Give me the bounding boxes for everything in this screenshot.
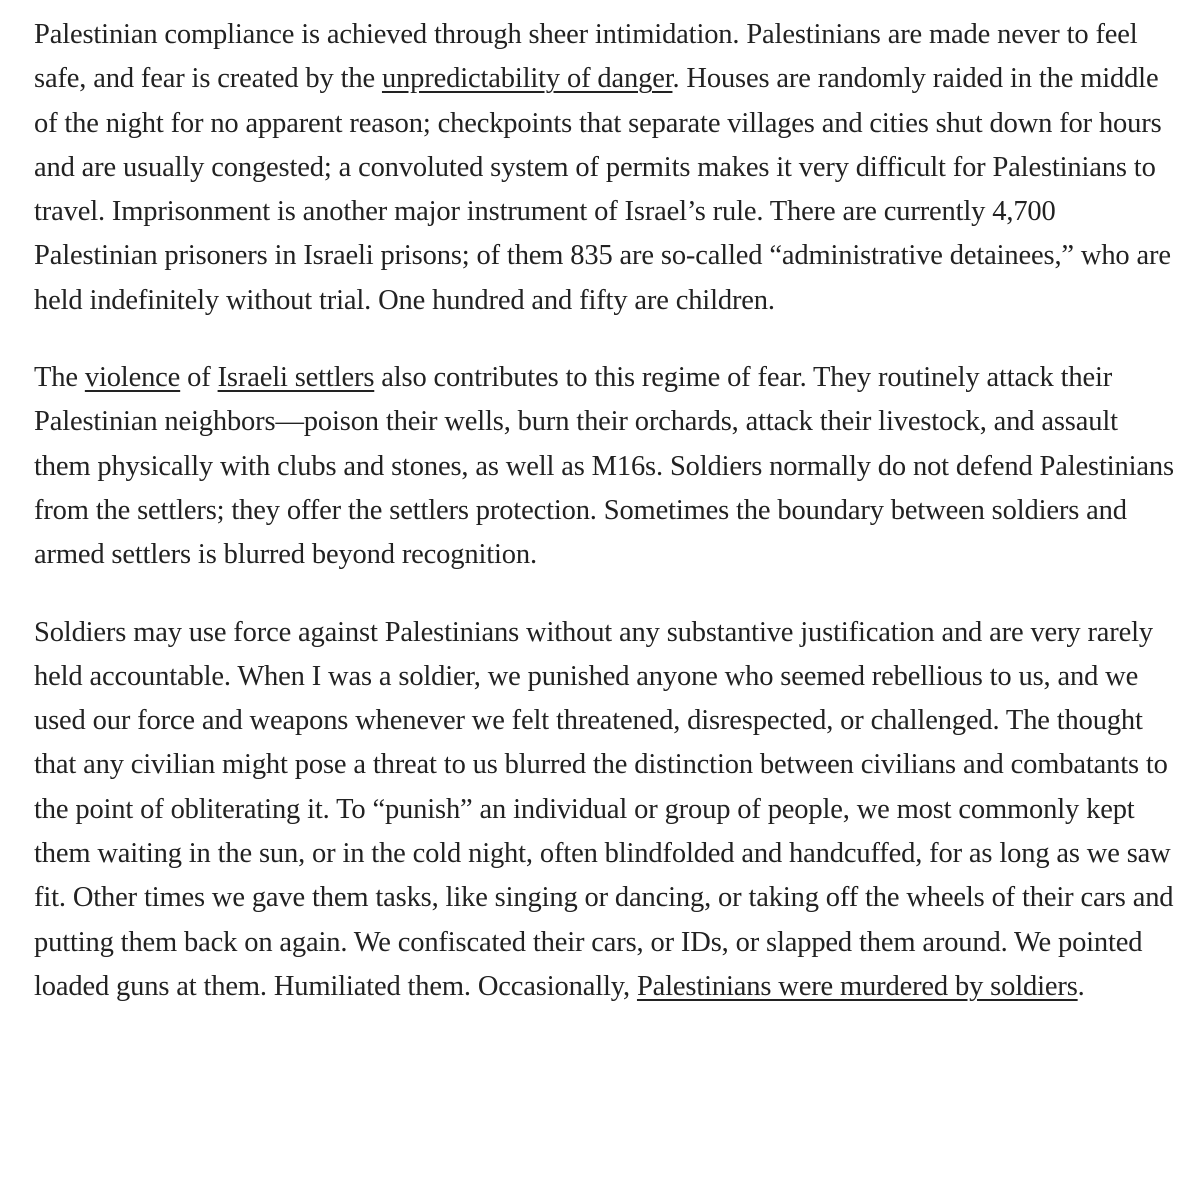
link-violence[interactable]: violence xyxy=(84,362,181,394)
paragraph-1 xyxy=(34,13,1174,323)
paragraph-text: also contributes to this regime of fear. They routinely attack their Palestinian neighbors—poison their wells, burn their orchards, attack their livestock, and assault them physically with clubs and stones, as well as M16s. Soldiers normally do not defend Palestinians from the settlers; they offer the settlers protection. Sometimes the boundary between soldiers and armed settlers is blurred beyond recognition. xyxy=(34,362,1174,571)
paragraph-text: Soldiers may use force against Palestinians without any substantive justification and are very rarely held accountable. When I was a soldier, we punished anyone who seemed rebellious to us, and we used our force and weapons whenever we felt threatened, disrespected, or challenged. The thought that any civilian might pose a threat to us blurred the distinction between civilians and combatants to the point of obliterating it. To “punish” an individual or group of people, we most commonly kept them waiting in the sun, or in the cold night, often blindfolded and handcuffed, for as long as we saw fit. Other times we gave them tasks, like singing or dancing, or taking off the wheels of their cars and putting them back on again. We confiscated their cars, or IDs, or slapped them around. We pointed loaded guns at them. Humiliated them. Occasionally, xyxy=(34,616,1174,1002)
link-unpredictability-of-danger[interactable]: unpredictability of danger xyxy=(381,63,673,95)
paragraph-3 xyxy=(34,611,1174,1010)
paragraph-text: Palestinian compliance is achieved through sheer intimidation. Palestinians are made never to feel safe, and fear is created by the xyxy=(34,19,1138,95)
link-israeli-settlers[interactable]: Israeli settlers xyxy=(217,362,375,394)
paragraph-text: The xyxy=(34,362,85,394)
article-body xyxy=(34,13,1174,1042)
paragraph-2 xyxy=(34,356,1174,577)
link-palestinians-murdered-by-soldiers[interactable]: Palestinians were murdered by soldiers xyxy=(636,970,1078,1002)
paragraph-text: . xyxy=(1077,970,1085,1002)
paragraph-text: . Houses are randomly raided in the middle of the night for no apparent reason; checkpoints that separate villages and cities shut down for hours and are usually congested; a convoluted system of permits makes it very difficult for Palestinians to travel. Imprisonment is another major instrument of Israel’s rule. There are currently 4,700 Palestinian prisoners in Israeli prisons; of them 835 are so-called “administrative detainees,” who are held indefinitely without trial. One hundred and fifty are children. xyxy=(34,63,1171,316)
paragraph-text: of xyxy=(180,362,218,394)
